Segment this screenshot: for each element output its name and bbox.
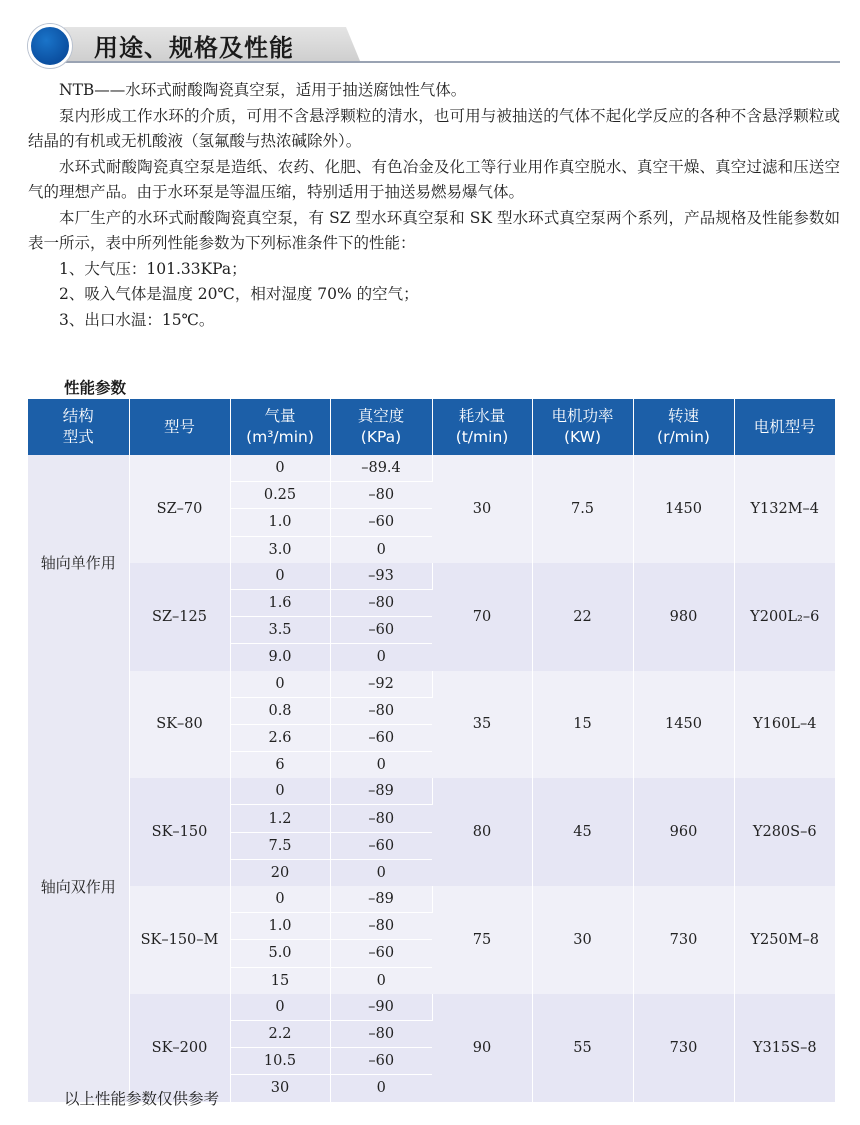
power-cell: 15	[532, 671, 633, 779]
gas-cell: 0.8	[230, 697, 330, 724]
gas-cell: 0	[230, 563, 330, 590]
header-motor: 电机型号	[734, 399, 835, 455]
power-cell: 55	[532, 994, 633, 1102]
gas-cell: 3.5	[230, 617, 330, 644]
structure-cell: 轴向单作用	[28, 455, 129, 671]
intro-text	[28, 78, 840, 333]
motor-cell: Y160L–4	[734, 671, 835, 779]
header-speed: 转速 (r/min)	[633, 399, 734, 455]
vacuum-cell: 0	[330, 752, 432, 779]
paragraph: 泵内形成工作水环的介质，可用不含悬浮颗粒的清水，也可用与被抽送的气体不起化学反应的各种不含悬浮颗粒或结晶的有机或无机酸液（氢氟酸与热浓碱除外）。	[28, 106, 840, 150]
table-row	[28, 994, 835, 1021]
vacuum-cell: –89	[330, 778, 432, 805]
model-cell: SK–200	[129, 994, 230, 1102]
condition-item: 2、吸入气体是温度 20℃，相对湿度 70% 的空气；	[59, 285, 419, 303]
footer-note: 以上性能参数仅供参考	[64, 1090, 220, 1108]
condition-item: 3、出口水温：15℃。	[59, 310, 215, 329]
gas-cell: 0	[230, 778, 330, 805]
gas-cell: 1.0	[230, 509, 330, 536]
speed-cell: 1450	[633, 455, 734, 563]
vacuum-cell: –80	[330, 913, 432, 940]
vacuum-cell: –80	[330, 482, 432, 509]
header-model: 型号	[129, 399, 230, 455]
section-header	[28, 24, 840, 64]
motor-cell: Y315S–8	[734, 994, 835, 1102]
structure-cell: 轴向双作用	[28, 671, 129, 1102]
gas-cell: 30	[230, 1075, 330, 1102]
paragraph: 本厂生产的水环式耐酸陶瓷真空泵，有 SZ 型水环真空泵和 SK 型水环式真空泵两个系列，产品规格及性能参数如表一所示，表中所列性能参数为下列标准条件下的性能：	[28, 208, 840, 252]
speed-cell: 960	[633, 778, 734, 886]
gas-cell: 5.0	[230, 940, 330, 967]
vacuum-cell: –90	[330, 994, 432, 1021]
gas-cell: 0.25	[230, 482, 330, 509]
vacuum-cell: 0	[330, 536, 432, 563]
gas-cell: 15	[230, 967, 330, 994]
vacuum-cell: 0	[330, 1075, 432, 1102]
vacuum-cell: –60	[330, 1048, 432, 1075]
table-row	[28, 671, 835, 698]
gas-cell: 0	[230, 455, 330, 482]
header-structure: 结构 型式	[28, 399, 129, 455]
vacuum-cell: –80	[330, 589, 432, 616]
condition-item: 1、大气压：101.33KPa；	[59, 259, 247, 278]
gas-cell: 6	[230, 752, 330, 779]
motor-cell: Y250M–8	[734, 886, 835, 994]
table-header-row	[28, 399, 835, 455]
vacuum-cell: –80	[330, 1020, 432, 1047]
power-cell: 45	[532, 778, 633, 886]
performance-table	[28, 399, 835, 1102]
vacuum-cell: –60	[330, 617, 432, 644]
model-cell: SZ–70	[129, 455, 230, 563]
water-cell: 35	[432, 671, 532, 779]
gas-cell: 0	[230, 671, 330, 698]
header-gas: 气量 (m³/min)	[230, 399, 330, 455]
vacuum-cell: 0	[330, 967, 432, 994]
table-title: 性能参数	[64, 379, 127, 397]
gas-cell: 3.0	[230, 536, 330, 563]
vacuum-cell: –60	[330, 724, 432, 751]
paragraph: 水环式耐酸陶瓷真空泵是造纸、农药、化肥、有色冶金及化工等行业用作真空脱水、真空干燥、真空过滤和压送空气的理想产品。由于水环泵是等温压缩，特别适用于抽送易燃易爆气体。	[28, 157, 840, 201]
gas-cell: 2.2	[230, 1020, 330, 1047]
model-cell: SK–150–M	[129, 886, 230, 994]
vacuum-cell: –92	[330, 671, 432, 698]
motor-cell: Y280S–6	[734, 778, 835, 886]
water-cell: 70	[432, 563, 532, 671]
gas-cell: 10.5	[230, 1048, 330, 1075]
gas-cell: 1.0	[230, 913, 330, 940]
power-cell: 22	[532, 563, 633, 671]
gas-cell: 9.0	[230, 644, 330, 671]
water-cell: 80	[432, 778, 532, 886]
motor-cell: Y132M–4	[734, 455, 835, 563]
speed-cell: 730	[633, 886, 734, 994]
header-vacuum: 真空度 (KPa)	[330, 399, 432, 455]
table-row	[28, 455, 835, 482]
water-cell: 30	[432, 455, 532, 563]
gas-cell: 1.6	[230, 589, 330, 616]
header-power: 电机功率 (KW)	[532, 399, 633, 455]
paragraph: NTB——水环式耐酸陶瓷真空泵，适用于抽送腐蚀性气体。	[59, 81, 467, 99]
table-row	[28, 778, 835, 805]
water-cell: 90	[432, 994, 532, 1102]
table-body	[28, 455, 835, 1102]
blue-circle-icon	[28, 24, 72, 68]
vacuum-cell: –89	[330, 886, 432, 913]
model-cell: SK–150	[129, 778, 230, 886]
speed-cell: 1450	[633, 671, 734, 779]
model-cell: SZ–125	[129, 563, 230, 671]
power-cell: 30	[532, 886, 633, 994]
vacuum-cell: –80	[330, 805, 432, 832]
gas-cell: 20	[230, 859, 330, 886]
section-title: 用途、规格及性能	[94, 34, 294, 62]
table-row	[28, 886, 835, 913]
vacuum-cell: –80	[330, 697, 432, 724]
vacuum-cell: 0	[330, 644, 432, 671]
vacuum-cell: –89.4	[330, 455, 432, 482]
gas-cell: 2.6	[230, 724, 330, 751]
speed-cell: 730	[633, 994, 734, 1102]
motor-cell: Y200L₂–6	[734, 563, 835, 671]
vacuum-cell: –60	[330, 509, 432, 536]
vacuum-cell: –93	[330, 563, 432, 590]
header-water: 耗水量 (t/min)	[432, 399, 532, 455]
gas-cell: 7.5	[230, 832, 330, 859]
vacuum-cell: –60	[330, 940, 432, 967]
vacuum-cell: 0	[330, 859, 432, 886]
vacuum-cell: –60	[330, 832, 432, 859]
gas-cell: 0	[230, 994, 330, 1021]
water-cell: 75	[432, 886, 532, 994]
model-cell: SK–80	[129, 671, 230, 779]
gas-cell: 1.2	[230, 805, 330, 832]
table-row	[28, 563, 835, 590]
gas-cell: 0	[230, 886, 330, 913]
power-cell: 7.5	[532, 455, 633, 563]
speed-cell: 980	[633, 563, 734, 671]
